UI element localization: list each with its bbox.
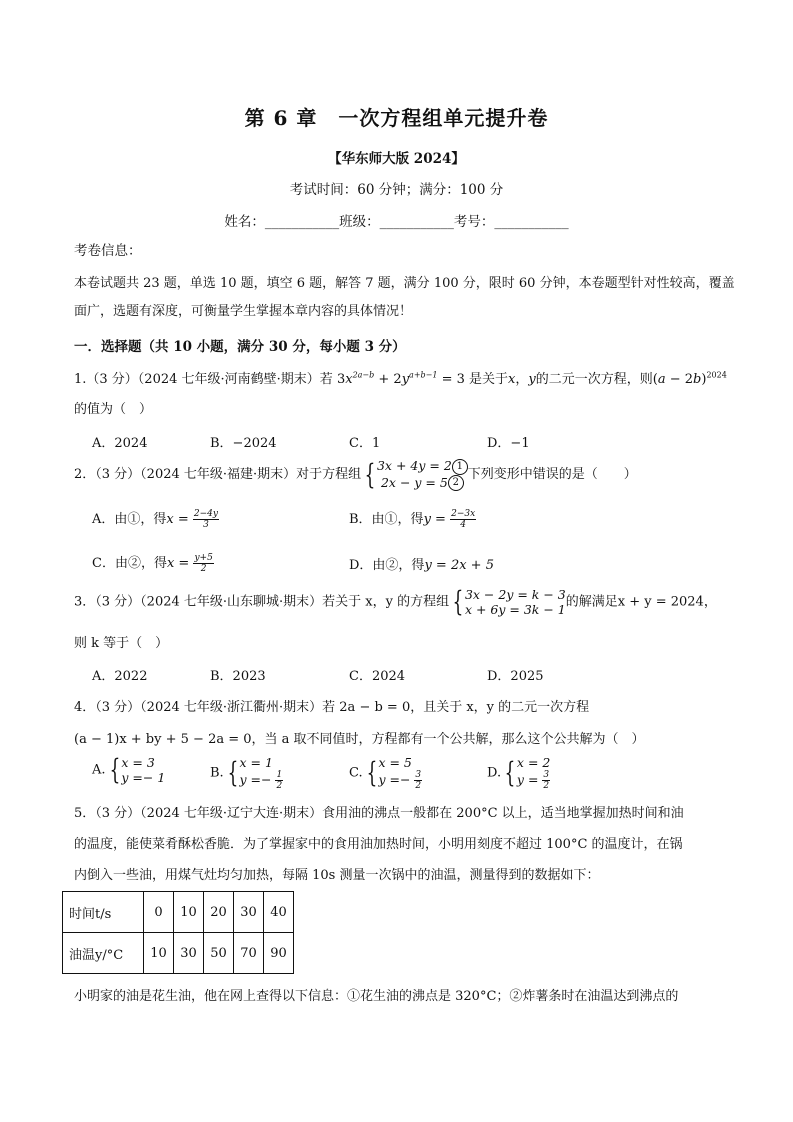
q2-eq2: 2x − y = 5	[380, 474, 448, 490]
table-cell: 50	[204, 933, 234, 974]
q1-mid: 是关于	[469, 372, 509, 387]
q1-expression: $(a - 2b)^{2024}$	[652, 370, 727, 387]
question-3: 3．（3 分）（2024 七年级·山东聊城·期末）若关于 x，y 的方程组 { 3x − 2y = k − 3 x + 6y = 3k − 1 的解满足x + y = 2024，	[74, 585, 717, 618]
q4-option-d[interactable]: D. { x = 2 y = $\frac{3}{2}$	[487, 755, 551, 791]
q3-option-b[interactable]: B．2023	[210, 669, 266, 684]
intro-line-1: 本卷试题共 23 题，单选 10 题，填空 6 题，解答 7 题，满分 100 分，限时 60 分钟，本卷题型针对性较高，覆盖	[74, 276, 735, 291]
data-table	[62, 891, 294, 974]
q4-option-c-label: C.	[349, 765, 363, 781]
q5-line1: 5．（3 分）（2024 七年级·辽宁大连·期末）食用油的沸点一般都在 200°C 以上，适当地掌握加热时间和油	[74, 806, 684, 821]
table-cell: 20	[204, 892, 234, 933]
q1-option-d[interactable]: D．−1	[487, 436, 530, 451]
table-cell: 0	[144, 892, 174, 933]
q2-option-c-label: C．由②，得	[92, 556, 167, 571]
q2-option-a[interactable]: A．由①，得x = $\frac{2-4y}{3}$	[92, 509, 218, 530]
q2-option-b-label: B．由①，得	[349, 512, 424, 527]
q5-line4: 小明家的油是花生油，他在网上查得以下信息：①花生油的沸点是 320°C；②炸薯条时在油温达到沸点的	[74, 989, 679, 1004]
q2-option-d[interactable]: D．由②，得y = 2x + 5	[349, 558, 494, 573]
q2-option-d-label: D．由②，得	[349, 558, 425, 573]
q4-line2: (a − 1)x + by + 5 − 2a = 0，当 a 取不同值时，方程都有一个公共解，那么这个公共解为（ ）	[74, 732, 645, 747]
q2-option-c[interactable]: C．由②，得x = $\frac{y+5}{2}$	[92, 553, 213, 574]
table-cell: 70	[234, 933, 264, 974]
q1-option-b[interactable]: B．−2024	[210, 436, 277, 451]
q4-line1: 4．（3 分）（2024 七年级·浙江衢州·期末）若 2a − b = 0，且关于 x，y 的二元一次方程	[74, 700, 590, 715]
q4-option-d-label: D.	[487, 765, 502, 781]
q3-option-c[interactable]: C．2024	[349, 669, 406, 684]
edition-label: 【华东师大版 2024】	[328, 151, 465, 167]
q3-eq2: x + 6y = 3k − 1	[464, 602, 566, 617]
q4-option-a[interactable]: A. { x = 3 y =− 1	[92, 753, 166, 786]
q2-prefix: 2．（3 分）（2024 七年级·福建·期末）对于方程组	[74, 467, 362, 482]
section-heading: 一．选择题（共 10 小题，满分 30 分，每小题 3 分）	[74, 339, 406, 355]
question-2: 2．（3 分）（2024 七年级·福建·期末）对于方程组 { 3x + 4y = 2 1 2x − y = 5 2 下列变形中错误的是（ ）	[74, 457, 637, 491]
q3-option-d[interactable]: D．2025	[487, 669, 544, 684]
q2-system: 3x + 4y = 2 1 2x − y = 5 2	[377, 458, 468, 491]
table-cell: 30	[174, 933, 204, 974]
q1-prefix: 1.（3 分）（2024 七年级·河南鹤壁·期末）若	[74, 372, 333, 387]
student-fields: 姓名：___________班级：___________考号：___________	[224, 214, 569, 230]
page-title: 第 6 章 一次方程组单元提升卷	[244, 106, 549, 130]
q5-line3: 内倒入一些油，用煤气灶均匀加热，每隔 10s 测量一次锅中的油温，测量得到的数据如下：	[74, 868, 600, 883]
q3-system	[465, 587, 566, 617]
q1-equation: $3x^{2a-b} + 2y^{a+b-1} = 3$	[336, 370, 465, 387]
table-cell: 40	[264, 892, 294, 933]
table-row	[63, 892, 294, 933]
table-cell: 90	[264, 933, 294, 974]
table-cell: 10	[144, 933, 174, 974]
q2-eq1: 3x + 4y = 2	[376, 458, 452, 473]
q4-option-c[interactable]: C. { x = 5 y =− $\frac{3}{2}$	[349, 755, 422, 791]
q1-line2: 的值为（ ）	[74, 402, 153, 417]
q1-vars: x	[508, 372, 516, 387]
q3-line2: 则 k 等于（ ）	[74, 636, 169, 651]
intro-label: 考卷信息：	[74, 243, 142, 259]
q1-mid2: 的二元一次方程，则	[535, 372, 653, 387]
q3-option-a[interactable]: A．2022	[92, 669, 148, 684]
q5-line2: 的温度，能使菜肴酥松香脆．为了掌握家中的食用油加热时间，小明用刻度不超过 100°C 的温度计，在锅	[74, 837, 683, 852]
q4-option-b[interactable]: B. { x = 1 y =− $\frac{1}{2}$	[210, 755, 283, 791]
q3-prefix: 3．（3 分）（2024 七年级·山东聊城·期末）若关于 x，y 的方程组	[74, 594, 450, 610]
q4-option-b-label: B.	[210, 765, 224, 781]
exam-info: 考试时间：60 分钟；满分：100 分	[289, 182, 504, 198]
table-cell: 30	[234, 892, 264, 933]
q3-suffix: 的解满足x + y = 2024，	[565, 594, 717, 610]
q3-eq1: 3x − 2y = k − 3	[464, 587, 566, 602]
q1-option-a[interactable]: A．2024	[92, 436, 148, 451]
q1-option-c[interactable]: C．1	[349, 436, 381, 451]
table-cell: 10	[174, 892, 204, 933]
intro-line-2: 面广，选题有深度，可衡量学生掌握本章内容的具体情况！	[74, 304, 413, 319]
q4-option-a-label: A.	[92, 762, 106, 778]
table-row	[63, 933, 294, 974]
q2-suffix: 下列变形中错误的是（ ）	[467, 467, 637, 482]
q2-option-b[interactable]: B．由①，得y = $\frac{2-3x}{4}$	[349, 509, 476, 530]
question-1: 1.（3 分）（2024 七年级·河南鹤壁·期末）若 $3x^{2a-b} + 2y^{a+b-1} = 3$ 是关于x，y的二元一次方程，则$(a - 2b)^{2024}$	[74, 370, 727, 387]
q2-option-a-label: A．由①，得	[92, 512, 167, 527]
table-header-temp: 油温y/°C	[63, 933, 144, 974]
table-header-time: 时间t/s	[63, 892, 144, 933]
